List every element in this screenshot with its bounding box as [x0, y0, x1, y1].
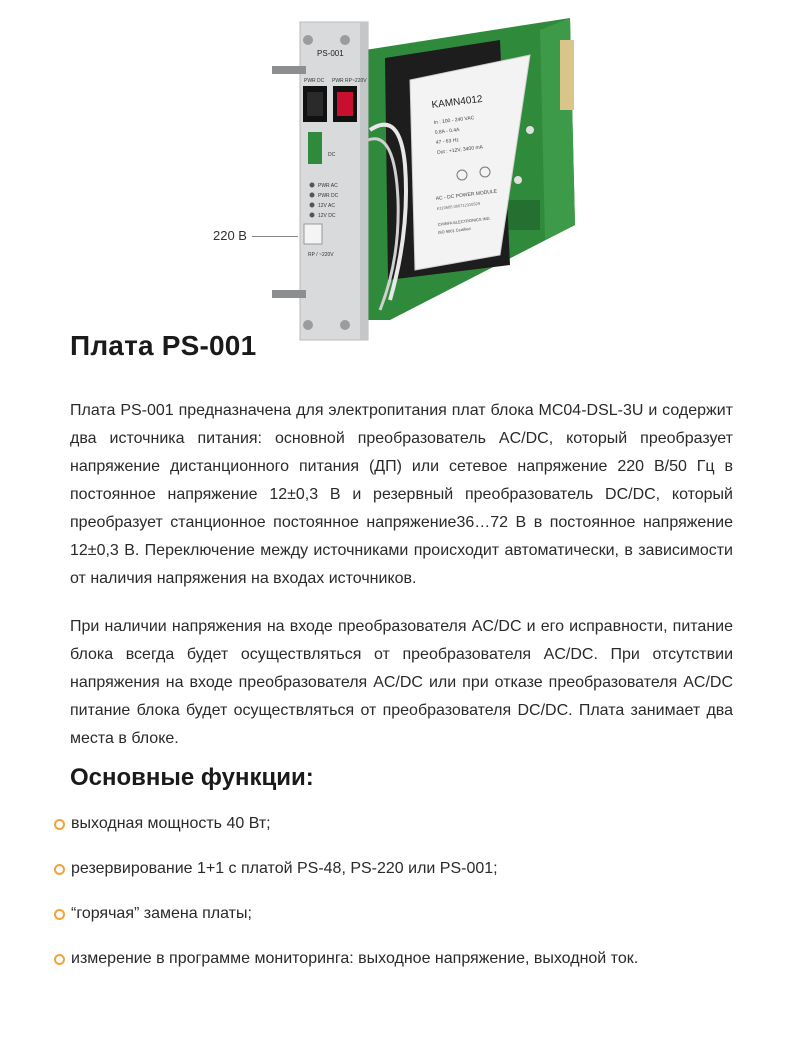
ac-input-connector [304, 224, 322, 244]
svg-text:DC: DC [328, 152, 336, 158]
description-paragraph: При наличии напряжения на входе преобразователя AC/DC и его исправности, питание блока всегда будет осуществляться от преобразователя AC/DC. При отсутствии напряжения на входе преобразователя AC/DC или при отказе преобразователя AC/DC питание блока будет осуществляться от преобразователя DC/DC. Плата занимает два места в блоке. [70, 618, 733, 747]
module-model: KAMN4012 [431, 93, 484, 111]
product-photo [200, 0, 800, 345]
callout-line [252, 236, 298, 237]
svg-text:ISO 9001 Certified: ISO 9001 Certified [437, 226, 471, 235]
svg-text:PWR DC: PWR DC [304, 78, 325, 84]
description-paragraph: Плата PS-001 предназначена для электропитания плат блока МС04-DSL-3U и содержит два источника питания: основной преобразователь AC/DC, который преобразует напряжение дистанционного питания (ДП) или сетевое напряжение 220 В/50 Гц в постоянное напряжение 12±0,3 В и резервный преобразователь DC/DC, который преобразует станционное постоянное напряжение36…72 В в постоянное напряжение 12±0,3 В. Переключение между источниками происходит автоматически, в зависимости от наличия напряжения на входах источников. [70, 402, 733, 587]
section-title: Основные функции: [70, 764, 314, 791]
svg-text:47 - 63 Hz: 47 - 63 Hz [435, 137, 460, 146]
bullet-circle-icon [54, 909, 65, 920]
svg-text:Out : +12V, 3400 mA: Out : +12V, 3400 mA [436, 144, 484, 156]
feature-list [50, 812, 750, 992]
svg-text:12V AC: 12V AC [318, 203, 335, 209]
svg-text:PWR AC: PWR AC [318, 183, 338, 189]
svg-text:PWR DC: PWR DC [318, 193, 339, 199]
svg-text:12V DC: 12V DC [318, 213, 336, 219]
bullet-circle-icon [54, 864, 65, 875]
panel-label: PS-001 [317, 49, 344, 58]
bullet-circle-icon [54, 954, 65, 965]
front-panel [272, 22, 368, 340]
svg-text:CHINFA ELECTRONICS IND.: CHINFA ELECTRONICS IND. [437, 215, 491, 227]
svg-text:In : 100 - 240 VAC: In : 100 - 240 VAC [433, 115, 475, 126]
svg-text:K110605 060712316529: K110605 060712316529 [436, 200, 481, 211]
dc-connector [308, 132, 322, 164]
list-item: выходная мощность 40 Вт; [50, 812, 750, 857]
svg-text:0.8A - 0.4A: 0.8A - 0.4A [434, 127, 460, 136]
svg-text:RP / ~220V: RP / ~220V [308, 252, 334, 258]
list-item: “горячая” замена платы; [50, 902, 750, 947]
list-item: измерение в программе мониторинга: выходное напряжение, выходной ток. [50, 947, 750, 992]
list-item: резервирование 1+1 с платой PS-48, PS-220 или PS-001; [50, 857, 750, 902]
callout-label: 220 В [213, 228, 247, 243]
svg-text:PWR RP~220V: PWR RP~220V [332, 78, 367, 84]
bullet-circle-icon [54, 819, 65, 830]
svg-text:AC - DC POWER MODULE: AC - DC POWER MODULE [435, 188, 498, 202]
page-title: Плата PS-001 [70, 330, 257, 361]
